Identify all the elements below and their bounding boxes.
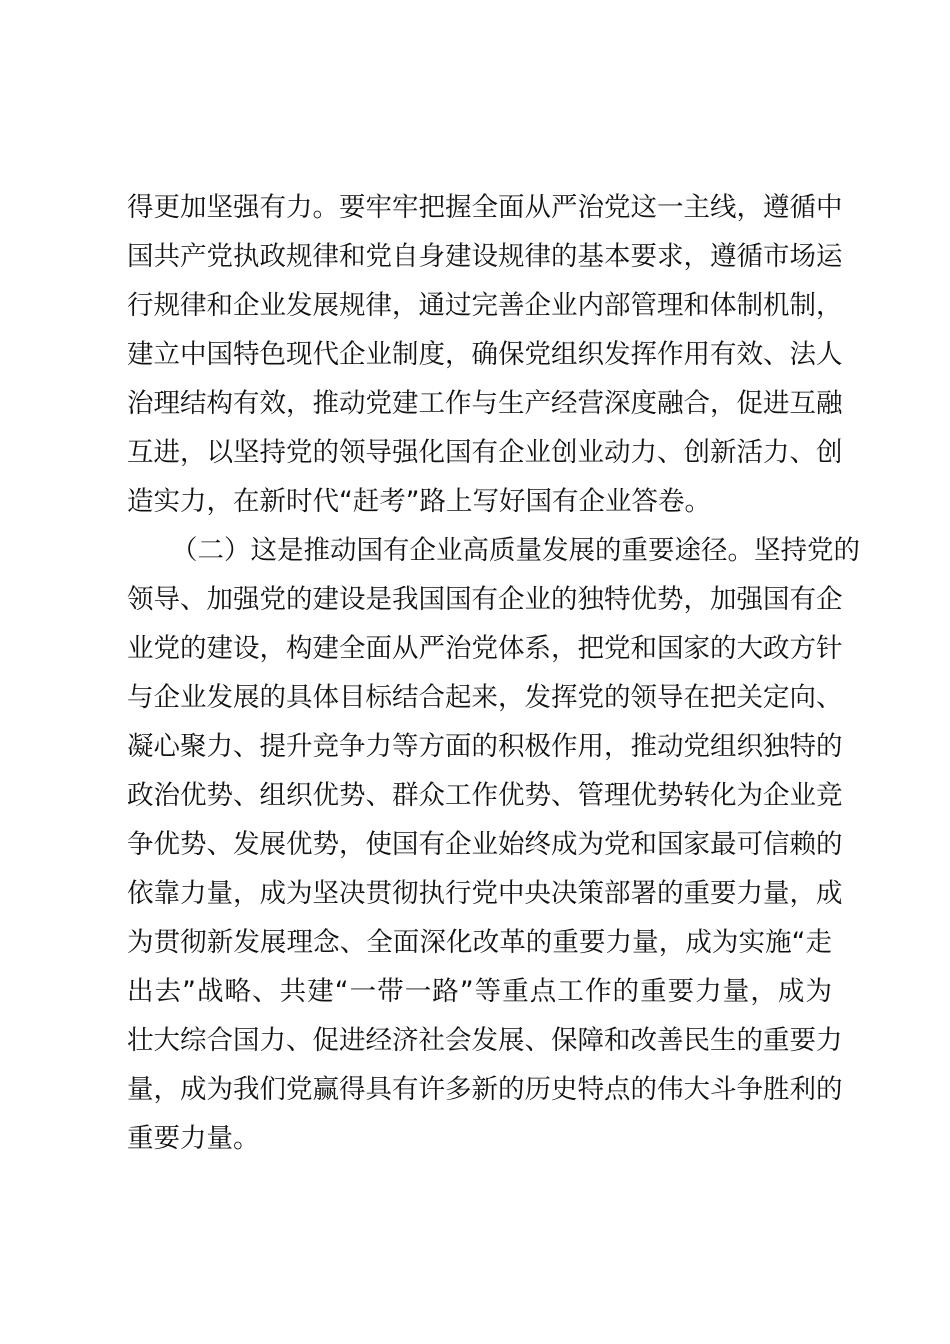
document-body xyxy=(127,183,860,1163)
paragraph-line: 与企业发展的具体目标结合起来，发挥党的领导在把关定向、 xyxy=(127,682,843,713)
paragraph-line: 凝心聚力、提升竞争力等方面的积极作用，推动党组织独特的 xyxy=(127,731,843,762)
paragraph-line: 依靠力量，成为坚决贯彻执行党中央决策部署的重要力量，成 xyxy=(127,878,843,909)
paragraph-line: 争优势、发展优势，使国有企业始终成为党和国家最可信赖的 xyxy=(127,829,843,860)
paragraph-2 xyxy=(127,526,860,1163)
paragraph-line: 领导、加强党的建设是我国国有企业的独特优势，加强国有企 xyxy=(127,584,843,615)
paragraph-line: 量，成为我们党赢得具有许多新的历史特点的伟大斗争胜利的 xyxy=(127,1074,843,1105)
paragraph-line: （二）这是推动国有企业高质量发展的重要途径。坚持党的 xyxy=(171,535,860,566)
paragraph-line: 为贯彻新发展理念、全面深化改革的重要力量，成为实施“走 xyxy=(127,927,832,958)
paragraph-line: 国共产党执政规律和党自身建设规律的基本要求，遵循市场运 xyxy=(127,241,843,272)
paragraph-line: 互进，以坚持党的领导强化国有企业创业动力、创新活力、创 xyxy=(127,437,843,468)
paragraph-line: 建立中国特色现代企业制度，确保党组织发挥作用有效、法人 xyxy=(127,339,843,370)
paragraph-line: 得更加坚强有力。要牢牢把握全面从严治党这一主线，遵循中 xyxy=(127,192,843,223)
paragraph-1 xyxy=(127,183,843,526)
paragraph-line: 行规律和企业发展规律，通过完善企业内部管理和体制机制， xyxy=(127,290,843,321)
paragraph-line: 重要力量。 xyxy=(127,1123,260,1154)
paragraph-line: 治理结构有效，推动党建工作与生产经营深度融合，促进互融 xyxy=(127,388,843,419)
paragraph-line: 造实力，在新时代“赶考”路上写好国有企业答卷。 xyxy=(127,486,711,517)
paragraph-line: 政治优势、组织优势、群众工作优势、管理优势转化为企业竞 xyxy=(127,780,843,811)
paragraph-line: 业党的建设，构建全面从严治党体系，把党和国家的大政方针 xyxy=(127,633,843,664)
paragraph-line: 壮大综合国力、促进经济社会发展、保障和改善民生的重要力 xyxy=(127,1025,843,1056)
paragraph-line: 出去”战略、共建“一带一路”等重点工作的重要力量，成为 xyxy=(127,976,832,1007)
